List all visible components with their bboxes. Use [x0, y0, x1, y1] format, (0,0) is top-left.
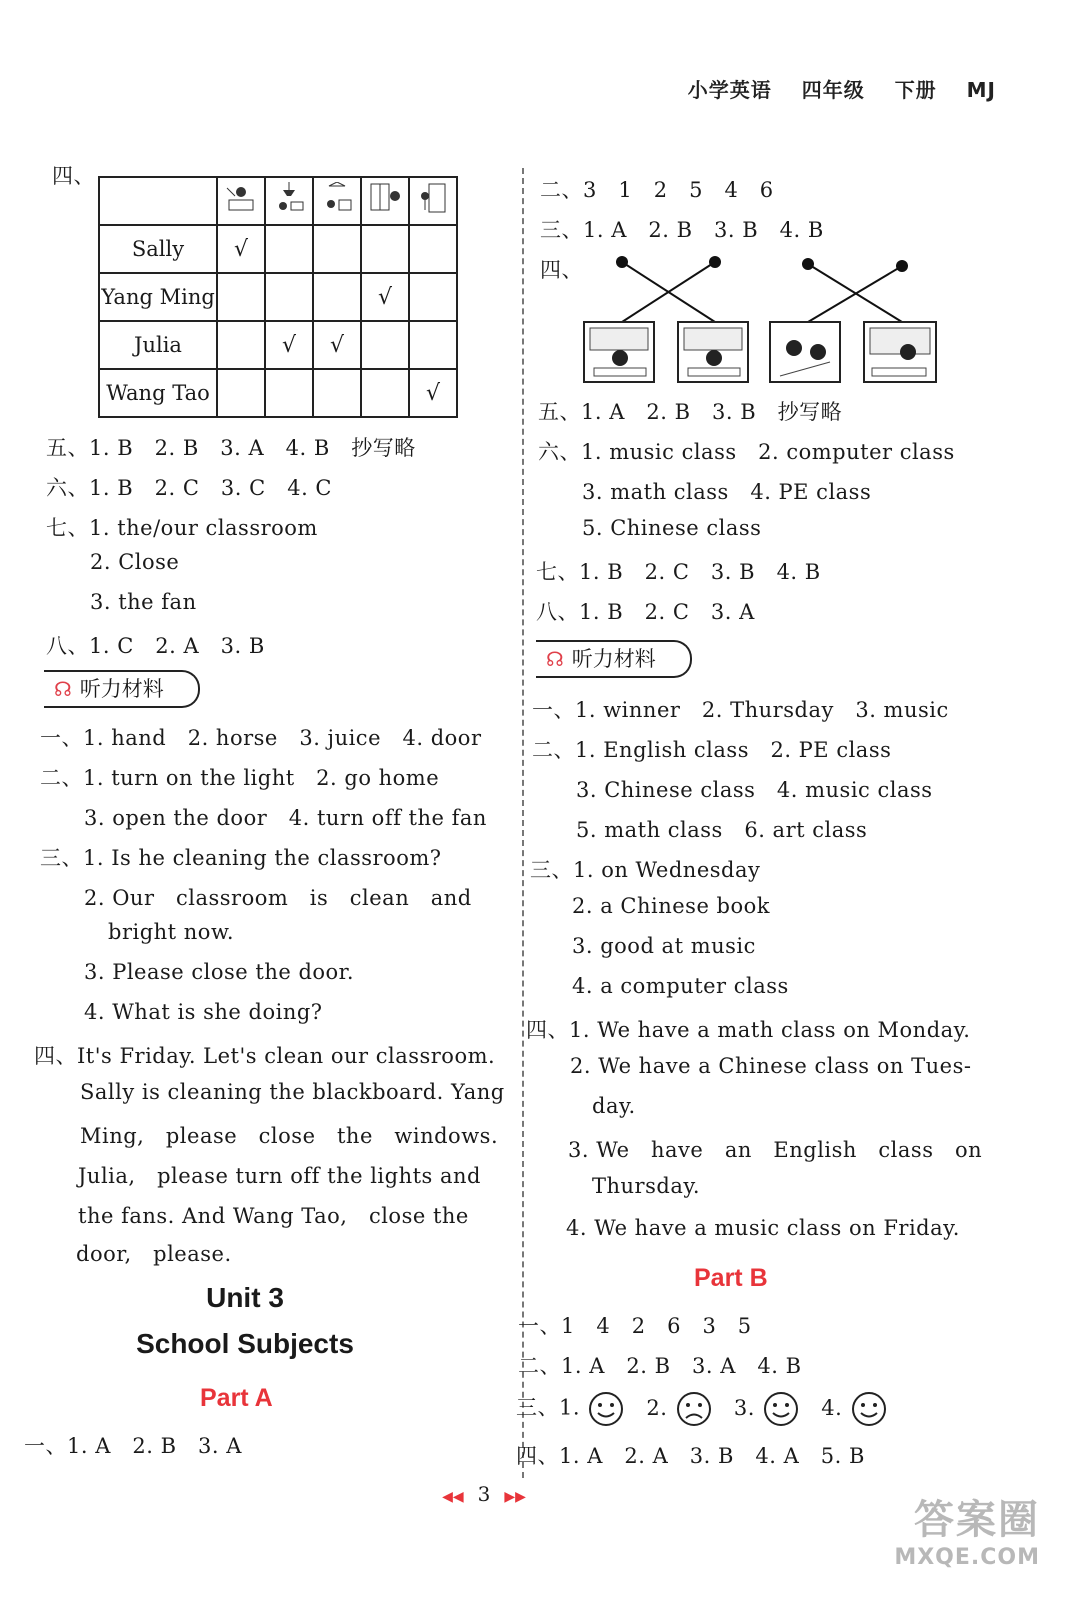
answer-line: 五、1. B 2. B 3. A 4. B 抄写略 — [46, 436, 416, 460]
answer-line: 2. We have a Chinese class on Tues- — [570, 1054, 972, 1078]
answer-line: 2. Our classroom is clean and — [84, 886, 472, 910]
part-a-heading: Part A — [200, 1384, 273, 1412]
check-cell: √ — [409, 369, 457, 417]
answer-line: 2. Close — [90, 550, 180, 574]
answer-line: 一、1. A 2. B 3. A — [24, 1434, 242, 1458]
sad-face-icon — [675, 1390, 713, 1428]
answer-line: 3. math class 4. PE class — [582, 480, 872, 504]
answer-line: 3. Chinese class 4. music class — [576, 778, 933, 802]
answer-line: 八、1. B 2. C 3. A — [536, 600, 755, 624]
unit-title: Unit 3 — [206, 1282, 284, 1313]
classroom-picture-4 — [864, 322, 936, 382]
answer-line: 三、1. on Wednesday — [530, 858, 761, 882]
check-cell — [265, 273, 313, 321]
listening-title: 听力材料 — [571, 647, 656, 671]
answer-line: the fans. And Wang Tao, close the — [78, 1204, 469, 1228]
answer-line: 3. open the door 4. turn off the fan — [84, 806, 487, 830]
answer-line: 四、It's Friday. Let's clean our classroom. — [34, 1044, 496, 1068]
window-icon — [367, 182, 403, 214]
classroom-picture-1 — [584, 322, 654, 382]
answer-line: Ming, please close the windows. — [80, 1124, 499, 1148]
listening-title: 听力材料 — [79, 677, 164, 701]
table-label: 四、 — [52, 164, 95, 188]
check-cell — [217, 273, 265, 321]
header-subject: 小学英语 — [687, 78, 772, 102]
answer-line: 2. a Chinese book — [572, 894, 771, 918]
headphones-icon: ☊ — [54, 677, 72, 701]
answer-line: 六、1. music class 2. computer class — [538, 440, 955, 464]
answer-line: 一、1. winner 2. Thursday 3. music — [532, 698, 949, 722]
happy-face-icon — [762, 1390, 800, 1428]
answer-line: 3. good at music — [572, 934, 756, 958]
table-row — [99, 225, 457, 273]
check-cell — [361, 321, 409, 369]
check-cell — [217, 321, 265, 369]
check-cell — [313, 225, 361, 273]
answer-line: door, please. — [76, 1242, 232, 1266]
watermark-top: 答案圈 — [914, 1497, 1040, 1543]
answer-line: 二、1. English class 2. PE class — [532, 738, 892, 762]
check-cell — [265, 369, 313, 417]
check-cell — [409, 321, 457, 369]
answer-line: 四、 — [540, 258, 583, 282]
classroom-picture-2 — [678, 322, 748, 382]
face-label: 3. — [733, 1395, 755, 1420]
check-cell — [409, 273, 457, 321]
check-cell: √ — [265, 321, 313, 369]
check-cell: √ — [361, 273, 409, 321]
page-number-bar — [0, 1482, 968, 1506]
answer-line: 四、1. We have a math class on Monday. — [526, 1018, 971, 1042]
answer-line: 4. a computer class — [572, 974, 789, 998]
page-number: 3 — [477, 1482, 491, 1506]
face-answer-line — [516, 1390, 888, 1428]
answer-line: 一、1. hand 2. horse 3. juice 4. door — [40, 726, 482, 750]
answer-line: 七、1. the/our classroom — [46, 516, 318, 540]
prev-arrows-icon: ◀◀ — [442, 1489, 464, 1505]
watermark — [894, 1488, 1040, 1570]
light-icon — [271, 182, 307, 214]
happy-face-icon — [587, 1390, 625, 1428]
answer-table — [98, 176, 458, 418]
face-label: 4. — [821, 1395, 843, 1420]
listening-material-label — [44, 670, 200, 708]
check-cell — [217, 369, 265, 417]
answer-line: 一、1 4 2 6 3 5 — [518, 1314, 752, 1338]
row-name: Yang Ming — [99, 273, 217, 321]
answer-line: 二、3 1 2 5 4 6 — [540, 178, 774, 202]
listening-material-label — [536, 640, 692, 678]
row-name: Julia — [99, 321, 217, 369]
check-cell: √ — [217, 225, 265, 273]
answer-line: 二、1. turn on the light 2. go home — [40, 766, 440, 790]
page-header — [666, 74, 996, 103]
happy-face-icon — [850, 1390, 888, 1428]
face-label: 2. — [646, 1395, 668, 1420]
header-volume: 下册 — [894, 78, 937, 102]
answer-line: Thursday. — [592, 1174, 701, 1198]
cleaning-icon — [223, 182, 259, 214]
answer-line: 3. the fan — [90, 590, 197, 614]
answer-line: 3. We have an English class on — [568, 1138, 983, 1162]
part-b-heading: Part B — [694, 1264, 768, 1292]
answer-line: 三、1. A 2. B 3. B 4. B — [540, 218, 824, 242]
answer-line: 3. Please close the door. — [84, 960, 355, 984]
header-grade: 四年级 — [801, 78, 865, 102]
answer-line: 七、1. B 2. C 3. B 4. B — [536, 560, 821, 584]
header-edition: MJ — [966, 78, 996, 102]
answer-line: 三、1. Is he cleaning the classroom? — [40, 846, 442, 870]
check-cell — [265, 225, 313, 273]
check-cell — [361, 225, 409, 273]
answer-line: 八、1. C 2. A 3. B — [46, 634, 265, 658]
answer-line: 4. What is she doing? — [84, 1000, 323, 1024]
check-cell — [313, 369, 361, 417]
watermark-bottom: MXQE.COM — [894, 1545, 1040, 1570]
column-divider — [522, 168, 524, 1478]
check-cell: √ — [313, 321, 361, 369]
answer-line: bright now. — [108, 920, 235, 944]
table-row — [99, 321, 457, 369]
answer-line: 5. math class 6. art class — [576, 818, 868, 842]
table-row — [99, 369, 457, 417]
check-cell — [313, 273, 361, 321]
table-header-row — [99, 177, 457, 225]
check-cell — [361, 369, 409, 417]
matching-diagram — [580, 250, 950, 390]
answer-line: Julia, please turn off the lights and — [78, 1164, 481, 1188]
classroom-picture-3 — [770, 322, 840, 382]
answer-line: 五、1. A 2. B 3. B 抄写略 — [538, 400, 843, 424]
answer-line: Sally is cleaning the blackboard. Yang — [80, 1080, 505, 1104]
row-name: Sally — [99, 225, 217, 273]
lamp-icon — [319, 182, 355, 214]
row-name: Wang Tao — [99, 369, 217, 417]
answer-line: 六、1. B 2. C 3. C 4. C — [46, 476, 332, 500]
check-cell — [409, 225, 457, 273]
answer-line: 5. Chinese class — [582, 516, 762, 540]
headphones-icon: ☊ — [546, 647, 564, 671]
answer-line: 二、1. A 2. B 3. A 4. B — [518, 1354, 802, 1378]
face-label: 三、1. — [516, 1395, 581, 1420]
table-row — [99, 273, 457, 321]
unit-subtitle: School Subjects — [136, 1328, 354, 1359]
next-arrows-icon: ▶▶ — [504, 1489, 526, 1505]
answer-line: 4. We have a music class on Friday. — [566, 1216, 960, 1240]
answer-line: day. — [592, 1094, 636, 1118]
answer-line: 四、1. A 2. A 3. B 4. A 5. B — [516, 1444, 865, 1468]
door-icon — [415, 182, 451, 214]
